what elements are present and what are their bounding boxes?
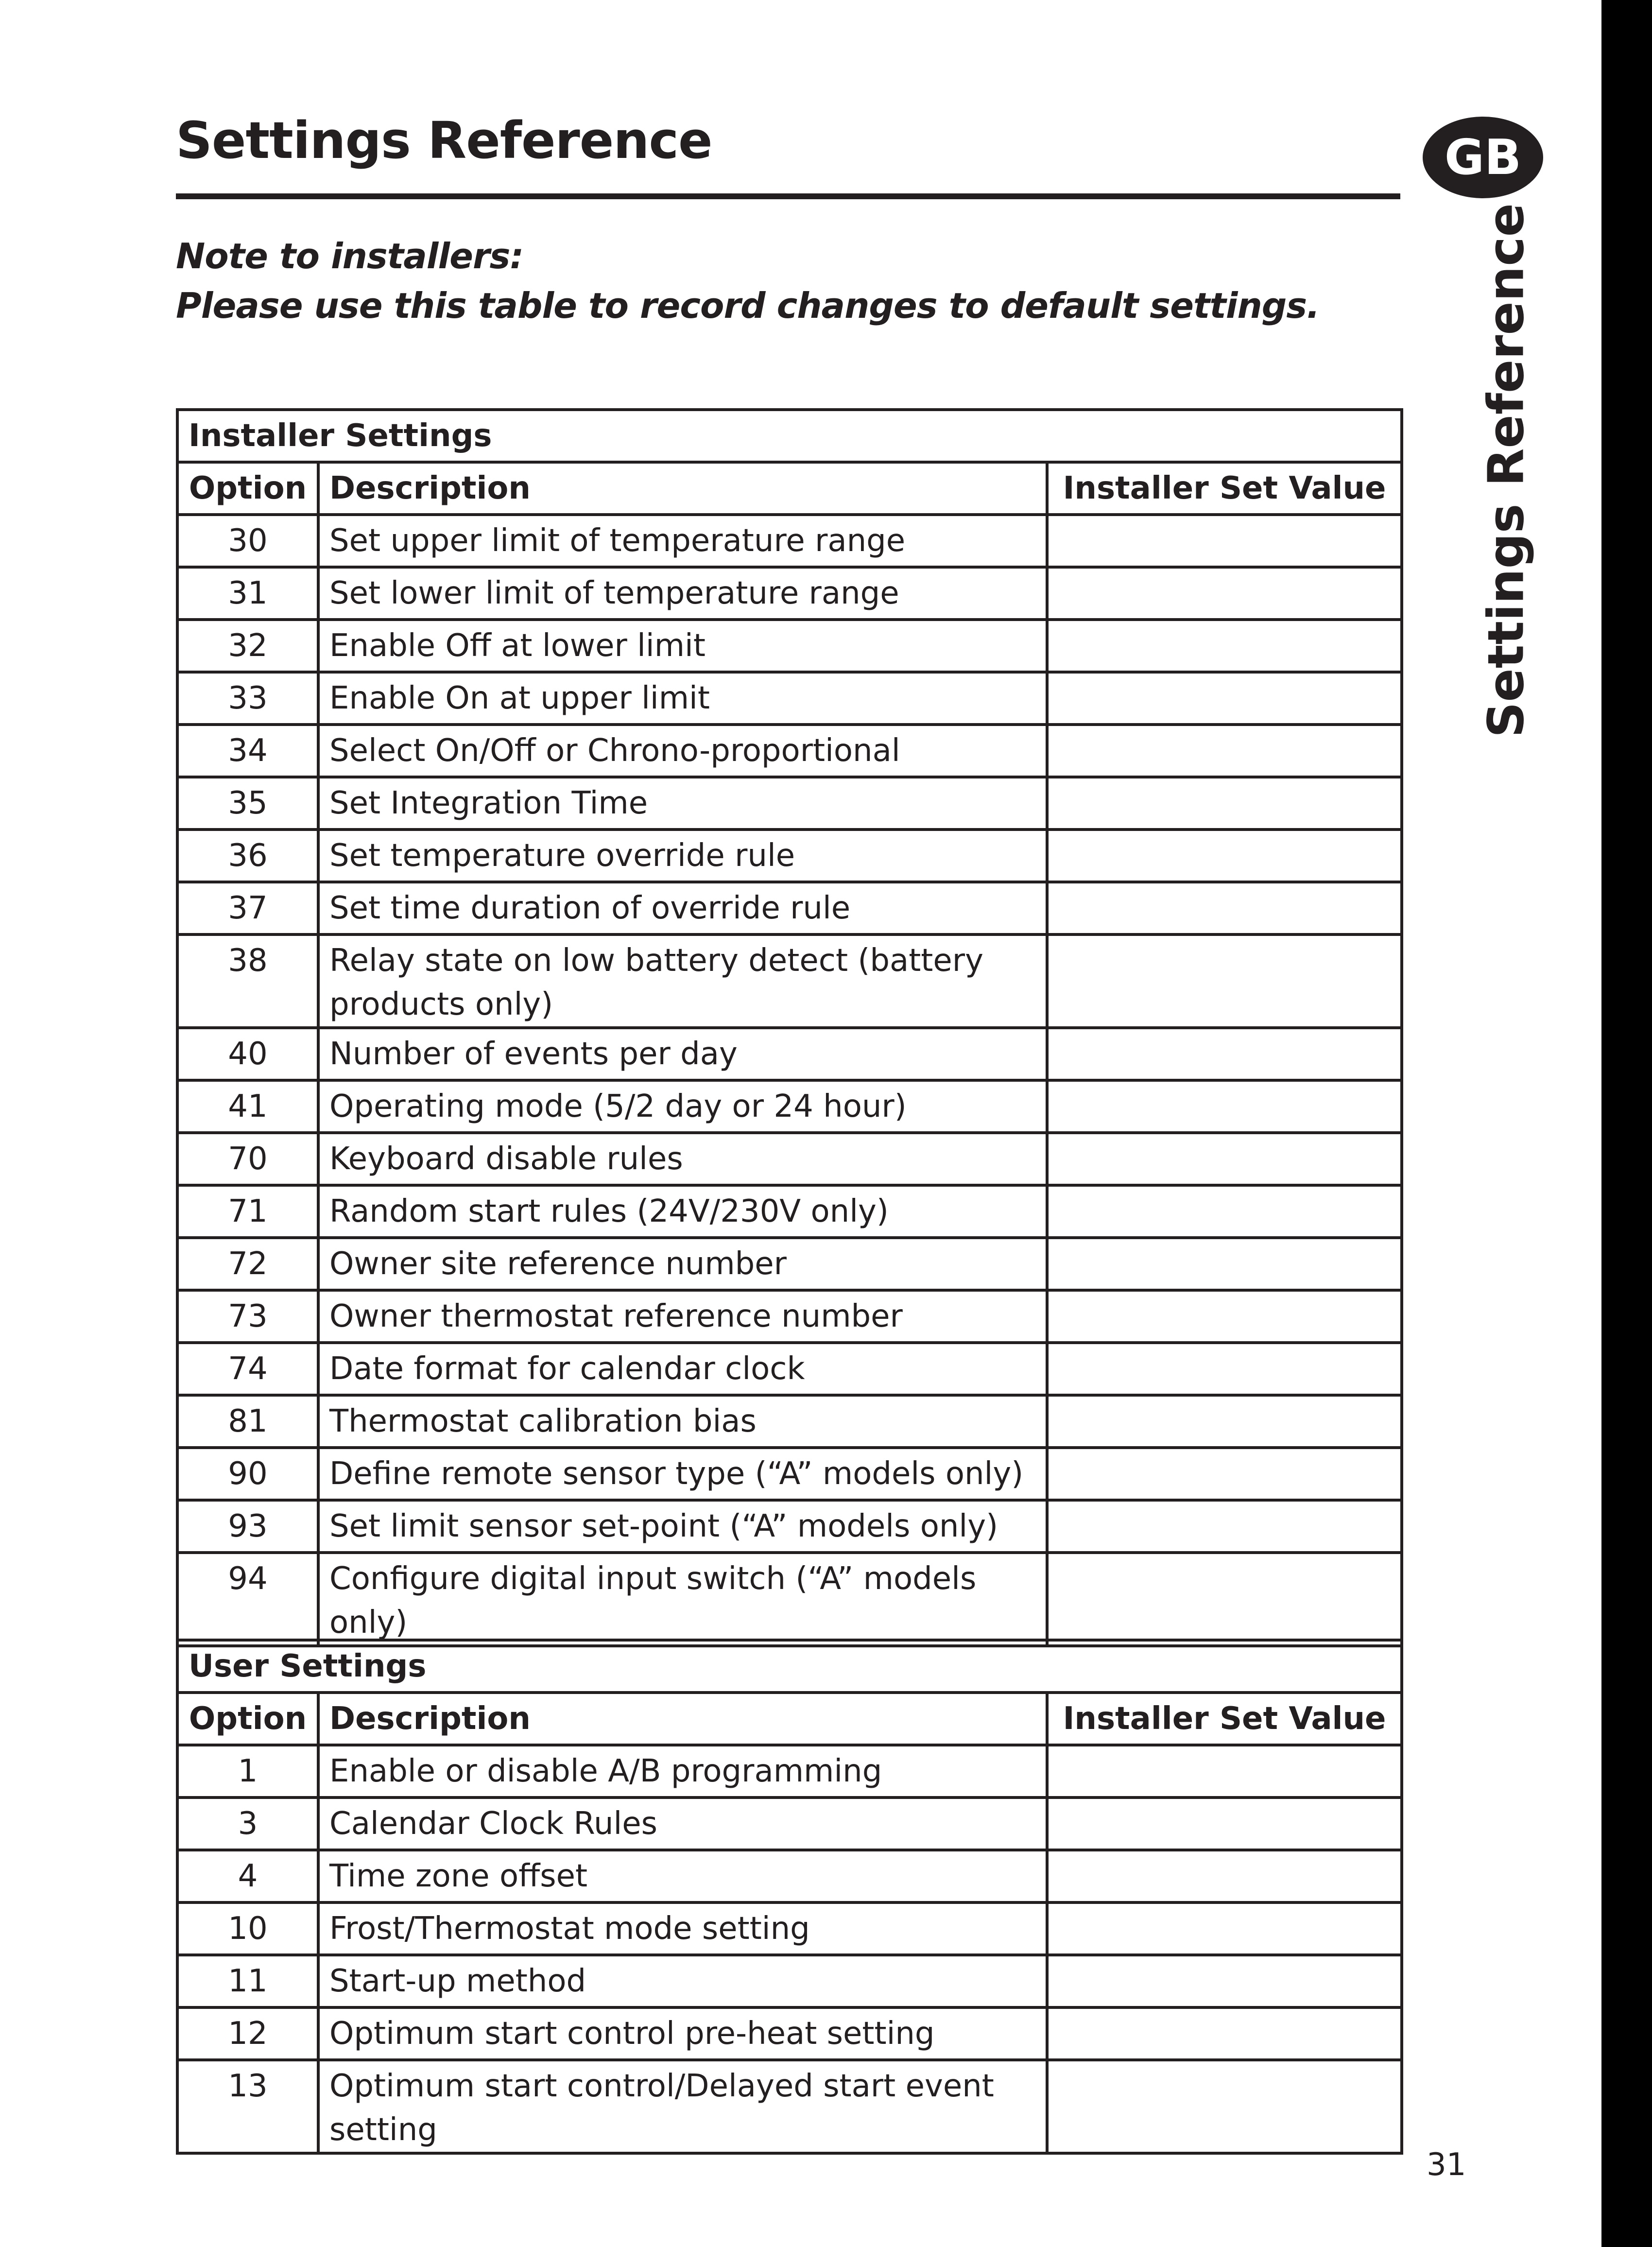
side-tab-text: Settings Reference <box>1477 203 1535 738</box>
column-header-value: Installer Set Value <box>1047 1693 1402 1745</box>
table-row <box>177 1290 1402 1343</box>
description-cell: Keyboard disable rules <box>318 1133 1047 1185</box>
installer-value-cell[interactable] <box>1047 1343 1402 1395</box>
option-cell: 74 <box>177 1343 318 1395</box>
table-row <box>177 1448 1402 1500</box>
table-row <box>177 1343 1402 1395</box>
language-badge: GB <box>1423 117 1543 198</box>
option-cell: 93 <box>177 1500 318 1553</box>
option-cell: 90 <box>177 1448 318 1500</box>
description-cell: Time zone offset <box>318 1850 1047 1902</box>
option-cell: 36 <box>177 830 318 882</box>
option-cell: 40 <box>177 1028 318 1080</box>
description-cell: Set upper limit of temperature range <box>318 515 1047 567</box>
installer-value-cell[interactable] <box>1047 725 1402 777</box>
installer-value-cell[interactable] <box>1047 2060 1402 2153</box>
option-cell: 1 <box>177 1745 318 1798</box>
description-cell: Set lower limit of temperature range <box>318 567 1047 620</box>
description-cell: Number of events per day <box>318 1028 1047 1080</box>
option-cell: 35 <box>177 777 318 830</box>
installer-value-cell[interactable] <box>1047 1028 1402 1080</box>
installer-value-cell[interactable] <box>1047 2007 1402 2060</box>
description-cell: Enable or disable A/B programming <box>318 1745 1047 1798</box>
installer-value-cell[interactable] <box>1047 1902 1402 1955</box>
description-cell: Select On/Off or Chrono-proportional <box>318 725 1047 777</box>
option-cell: 13 <box>177 2060 318 2153</box>
option-cell: 41 <box>177 1080 318 1133</box>
table-row <box>177 1395 1402 1448</box>
option-cell: 3 <box>177 1798 318 1850</box>
note-heading: Note to installers: <box>176 236 524 277</box>
table-row <box>177 1955 1402 2007</box>
description-cell: Optimum start control pre-heat setting <box>318 2007 1047 2060</box>
table-row <box>177 1553 1402 1646</box>
description-cell: Enable Off at lower limit <box>318 620 1047 672</box>
option-cell: 72 <box>177 1238 318 1290</box>
description-cell: Start-up method <box>318 1955 1047 2007</box>
table-row <box>177 830 1402 882</box>
option-cell: 10 <box>177 1902 318 1955</box>
description-cell: Operating mode (5/2 day or 24 hour) <box>318 1080 1047 1133</box>
installer-value-cell[interactable] <box>1047 1133 1402 1185</box>
table-row <box>177 1080 1402 1133</box>
installer-value-cell[interactable] <box>1047 1290 1402 1343</box>
option-cell: 31 <box>177 567 318 620</box>
table-row <box>177 2007 1402 2060</box>
table-row <box>177 1745 1402 1798</box>
section-title: User Settings <box>177 1640 1402 1693</box>
table-row <box>177 515 1402 567</box>
page-edge-bar <box>1601 0 1652 2247</box>
table-row <box>177 672 1402 725</box>
table-row <box>177 1850 1402 1902</box>
description-cell: Define remote sensor type (“A” models only) <box>318 1448 1047 1500</box>
table-row <box>177 1238 1402 1290</box>
table-row <box>177 882 1402 934</box>
user-settings-table <box>176 1639 1403 2155</box>
option-cell: 30 <box>177 515 318 567</box>
installer-value-cell[interactable] <box>1047 1185 1402 1238</box>
description-cell: Owner thermostat reference number <box>318 1290 1047 1343</box>
description-cell: Relay state on low battery detect (battery products only) <box>318 934 1047 1028</box>
description-cell: Set limit sensor set-point (“A” models only) <box>318 1500 1047 1553</box>
installer-settings-table <box>176 408 1403 1647</box>
option-cell: 4 <box>177 1850 318 1902</box>
table-row <box>177 1902 1402 1955</box>
installer-value-cell[interactable] <box>1047 620 1402 672</box>
description-cell: Configure digital input switch (“A” models only) <box>318 1553 1047 1646</box>
option-cell: 94 <box>177 1553 318 1646</box>
description-cell: Frost/Thermostat mode setting <box>318 1902 1047 1955</box>
table-section-row <box>177 410 1402 462</box>
column-header-option: Option <box>177 462 318 515</box>
option-cell: 73 <box>177 1290 318 1343</box>
installer-value-cell[interactable] <box>1047 1955 1402 2007</box>
description-cell: Set Integration Time <box>318 777 1047 830</box>
table-row <box>177 1798 1402 1850</box>
column-header-description: Description <box>318 462 1047 515</box>
installer-note <box>176 231 1320 330</box>
note-body: Please use this table to record changes to default settings. <box>176 285 1320 326</box>
installer-value-cell[interactable] <box>1047 1745 1402 1798</box>
option-cell: 38 <box>177 934 318 1028</box>
installer-value-cell[interactable] <box>1047 1798 1402 1850</box>
installer-value-cell[interactable] <box>1047 934 1402 1028</box>
table-header-row <box>177 1693 1402 1745</box>
installer-value-cell[interactable] <box>1047 882 1402 934</box>
description-cell: Set time duration of override rule <box>318 882 1047 934</box>
table-row <box>177 1028 1402 1080</box>
table-row <box>177 1500 1402 1553</box>
description-cell: Thermostat calibration bias <box>318 1395 1047 1448</box>
installer-value-cell[interactable] <box>1047 672 1402 725</box>
page-title: Settings Reference <box>176 111 712 170</box>
installer-value-cell[interactable] <box>1047 1080 1402 1133</box>
option-cell: 37 <box>177 882 318 934</box>
installer-value-cell[interactable] <box>1047 1500 1402 1553</box>
column-header-description: Description <box>318 1693 1047 1745</box>
option-cell: 32 <box>177 620 318 672</box>
description-cell: Set temperature override rule <box>318 830 1047 882</box>
installer-value-cell[interactable] <box>1047 1850 1402 1902</box>
option-cell: 34 <box>177 725 318 777</box>
table-row <box>177 725 1402 777</box>
table-row <box>177 1185 1402 1238</box>
installer-value-cell[interactable] <box>1047 777 1402 830</box>
option-cell: 71 <box>177 1185 318 1238</box>
installer-value-cell[interactable] <box>1047 830 1402 882</box>
table-row <box>177 620 1402 672</box>
table-row <box>177 2060 1402 2153</box>
option-cell: 11 <box>177 1955 318 2007</box>
description-cell: Enable On at upper limit <box>318 672 1047 725</box>
installer-value-cell[interactable] <box>1047 567 1402 620</box>
description-cell: Optimum start control/Delayed start event setting <box>318 2060 1047 2153</box>
option-cell: 81 <box>177 1395 318 1448</box>
option-cell: 33 <box>177 672 318 725</box>
installer-value-cell[interactable] <box>1047 1448 1402 1500</box>
column-header-value: Installer Set Value <box>1047 462 1402 515</box>
column-header-option: Option <box>177 1693 318 1745</box>
description-cell: Random start rules (24V/230V only) <box>318 1185 1047 1238</box>
table-row <box>177 777 1402 830</box>
table-row <box>177 1133 1402 1185</box>
description-cell: Calendar Clock Rules <box>318 1798 1047 1850</box>
table-row <box>177 934 1402 1028</box>
option-cell: 70 <box>177 1133 318 1185</box>
table-header-row <box>177 462 1402 515</box>
table-row <box>177 567 1402 620</box>
installer-value-cell[interactable] <box>1047 1395 1402 1448</box>
description-cell: Date format for calendar clock <box>318 1343 1047 1395</box>
installer-value-cell[interactable] <box>1047 515 1402 567</box>
table-section-row <box>177 1640 1402 1693</box>
page-number: 31 <box>1427 2147 1466 2183</box>
description-cell: Owner site reference number <box>318 1238 1047 1290</box>
section-title: Installer Settings <box>177 410 1402 462</box>
option-cell: 12 <box>177 2007 318 2060</box>
title-divider <box>176 193 1400 199</box>
installer-value-cell[interactable] <box>1047 1553 1402 1646</box>
installer-value-cell[interactable] <box>1047 1238 1402 1290</box>
